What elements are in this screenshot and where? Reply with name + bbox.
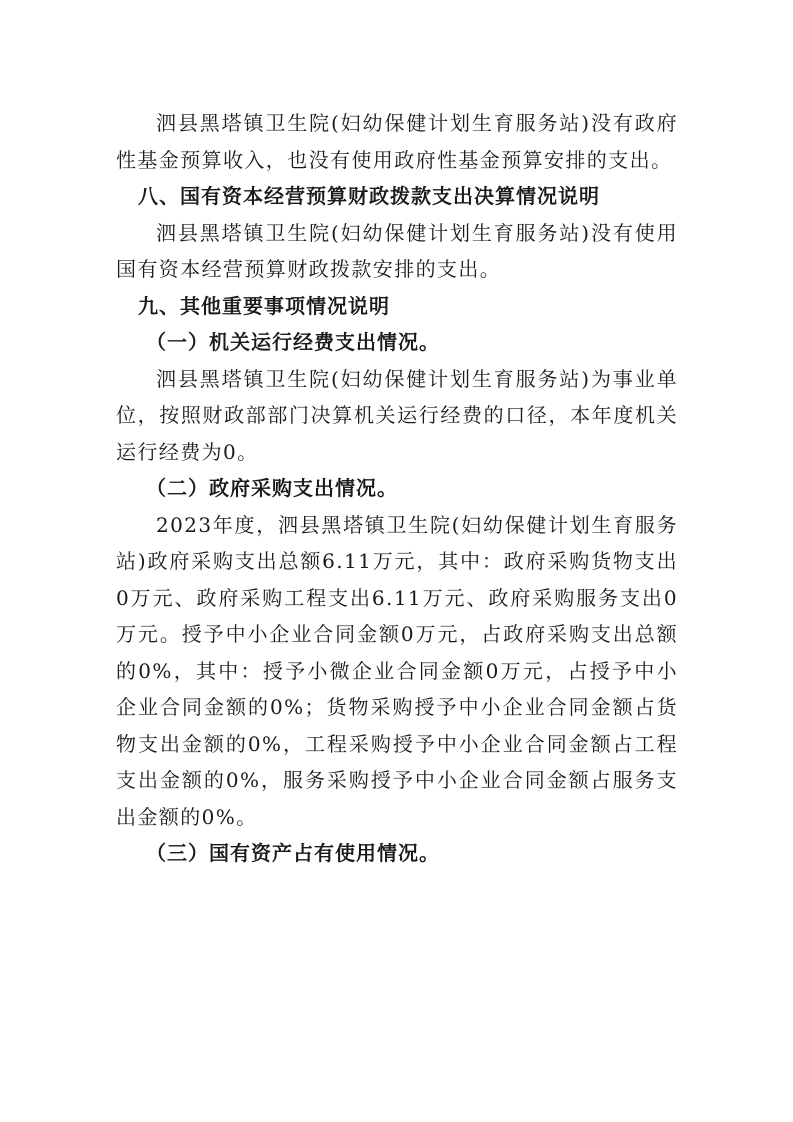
subheading-operating-expenses: （一）机关运行经费支出情况。	[146, 330, 440, 354]
document-body	[116, 105, 678, 872]
subheading-procurement: （二）政府采购支出情况。	[146, 476, 398, 500]
section-heading-8: 八、国有资本经营预算财政拨款支出决算情况说明	[138, 184, 600, 208]
paragraph-government-fund: 泗县黑塔镇卫生院(妇幼保健计划生育服务站)没有政府性基金预算收入，也没有使用政府性基金预算安排的支出。	[116, 111, 678, 172]
section-heading-9: 九、其他重要事项情况说明	[138, 293, 390, 318]
paragraph-procurement: 2023年度，泗县黑塔镇卫生院(妇幼保健计划生育服务站)政府采购支出总额6.11万元，其中：政府采购货物支出0万元、政府采购工程支出6.11万元、政府采购服务支出0万元。授予中小企业合同金额0万元，占政府采购支出总额的0%，其中：授予小微企业合同金额0万元，占授予中小企业合同金额的0%；货物采购授予中小企业合同金额占货物支出金额的0%，工程采购授予中小企业合同金额占工程支出金额的0%，服务采购授予中小企业合同金额占服务支出金额的0%。	[116, 512, 678, 829]
subheading-state-assets: （三）国有资产占有使用情况。	[146, 841, 440, 865]
paragraph-operating-expenses: 泗县黑塔镇卫生院(妇幼保健计划生育服务站)为事业单位，按照财政部部门决算机关运行经费的口径，本年度机关运行经费为0。	[116, 366, 678, 464]
paragraph-state-capital: 泗县黑塔镇卫生院(妇幼保健计划生育服务站)没有使用国有资本经营预算财政拨款安排的支出。	[116, 220, 678, 281]
